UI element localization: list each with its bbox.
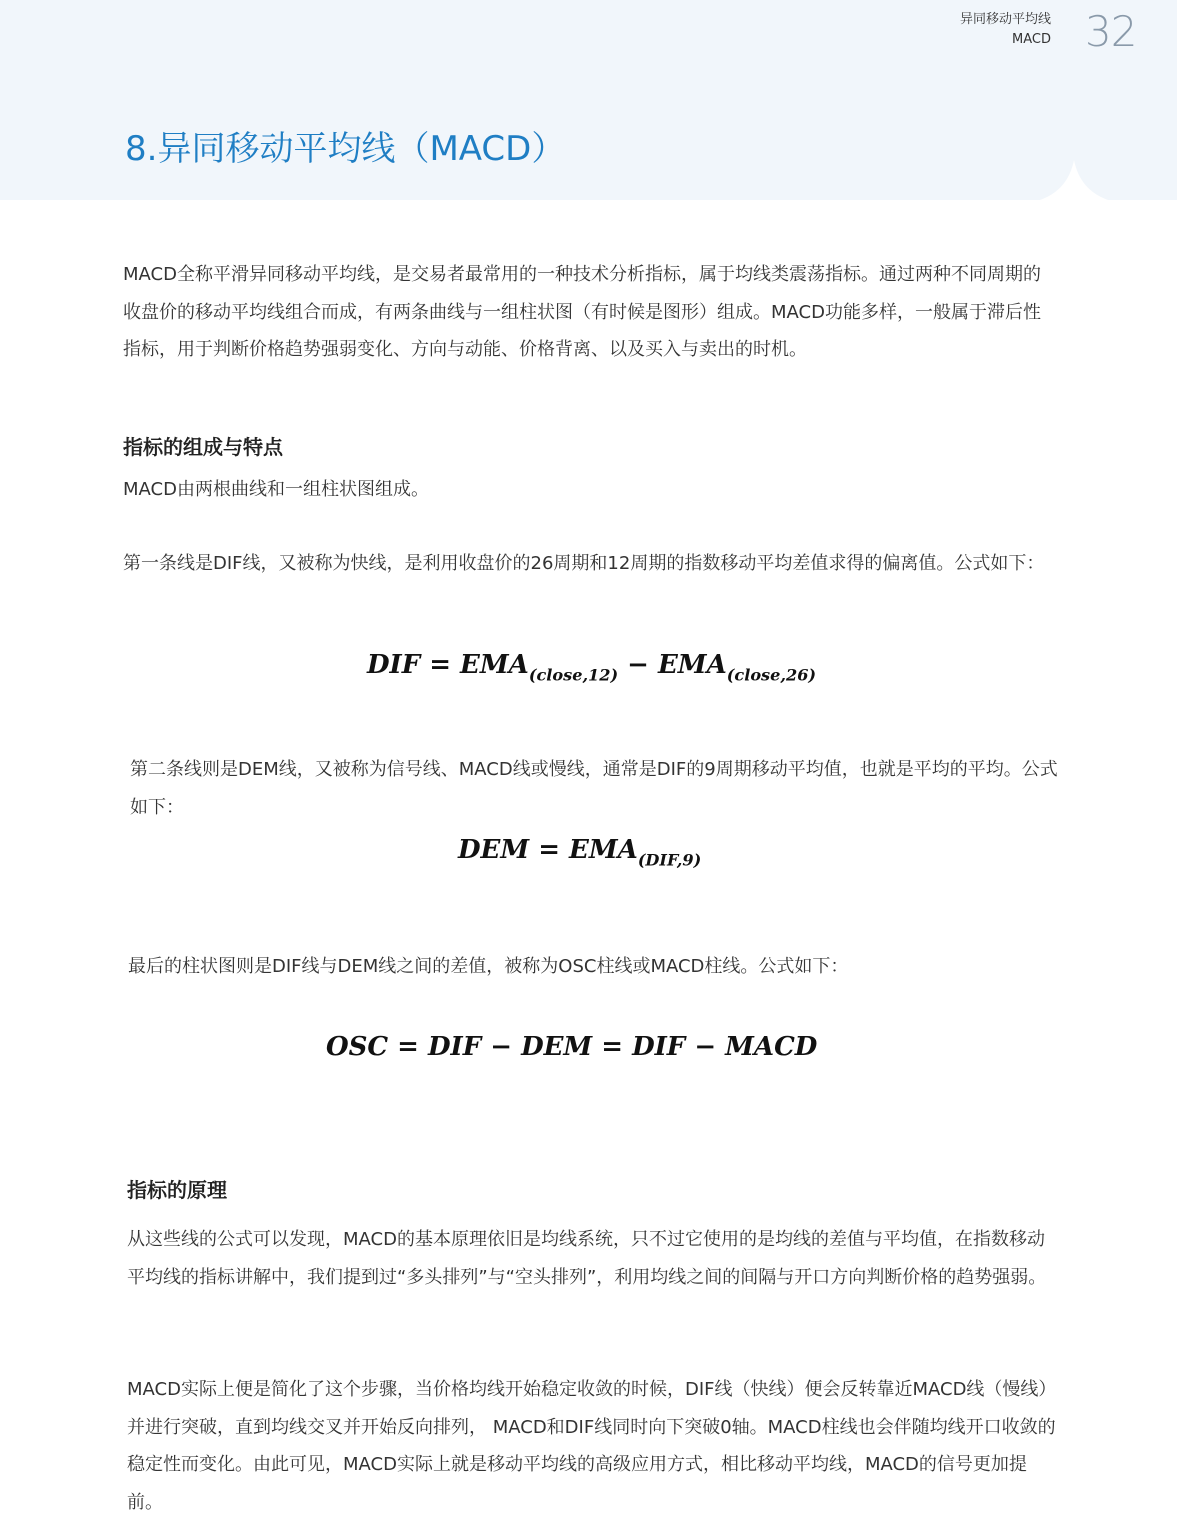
section-heading-principle: 指标的原理 [127, 1178, 227, 1202]
principle-paragraph-2: MACD实际上便是简化了这个步骤，当价格均线开始稳定收敛的时候，DIF线（快线）便会反转靠近MACD线（慢线）并进行突破，直到均线交叉并开始反向排列， MACD和DIF线同时向下突破0轴。MACD柱线也会伴随均线开口收敛的稳定性而变化。由此可见，MACD实际上就是移动平均线的高级应用方式，相比移动平均线，MACD的信号更加提前。 [127, 1379, 1057, 1513]
dem-formula-lhs: DEM = EMA [458, 835, 638, 865]
dif-formula [367, 650, 816, 684]
composition-lead: MACD由两根曲线和一组柱状图组成。 [123, 479, 429, 500]
dif-formula-sub2: (close,26) [726, 665, 817, 685]
intro-paragraph: MACD全称平滑异同移动平均线，是交易者最常用的一种技术分析指标，属于均线类震荡指标。通过两种不同周期的收盘价的移动平均线组合而成，有两条曲线与一组柱状图（有时候是图形）组成。MACD功能多样，一般属于滞后性指标，用于判断价格趋势强弱变化、方向与动能、价格背离、以及买入与卖出的时机。 [123, 264, 1041, 360]
principle-paragraph-1: 从这些线的公式可以发现，MACD的基本原理依旧是均线系统，只不过它使用的是均线的差值与平均值，在指数移动平均线的指标讲解中，我们提到过“多头排列”与“空头排列”，利用均线之间的间隔与开口方向判断价格的趋势强弱。 [127, 1229, 1047, 1288]
page-number: 32 [1085, 7, 1137, 56]
dif-formula-sub1: (close,12) [528, 665, 619, 685]
chapter-title: 8.异同移动平均线（MACD） [125, 129, 566, 169]
dem-formula-sub: (DIF,9) [637, 850, 702, 870]
osc-formula: OSC = DIF − DEM = DIF − MACD [326, 1032, 818, 1062]
osc-description: 最后的柱状图则是DIF线与DEM线之间的差值，被称为OSC柱线或MACD柱线。公式如下： [128, 956, 849, 977]
dem-formula [458, 835, 701, 869]
dem-description: 第二条线则是DEM线，又被称为信号线、MACD线或慢线，通常是DIF的9周期移动平均值，也就是平均的平均。公式如下： [130, 759, 1058, 818]
dif-formula-lhs: DIF = EMA [367, 650, 529, 680]
section-heading-composition: 指标的组成与特点 [123, 435, 283, 459]
dif-formula-mid: − EMA [618, 650, 727, 680]
running-head-subtitle: MACD [1012, 32, 1051, 47]
dif-description: 第一条线是DIF线，又被称为快线，是利用收盘价的26周期和12周期的指数移动平均差值求得的偏离值。公式如下： [123, 553, 1045, 574]
running-head-title: 异同移动平均线 [959, 12, 1051, 27]
running-head [960, 10, 1051, 50]
